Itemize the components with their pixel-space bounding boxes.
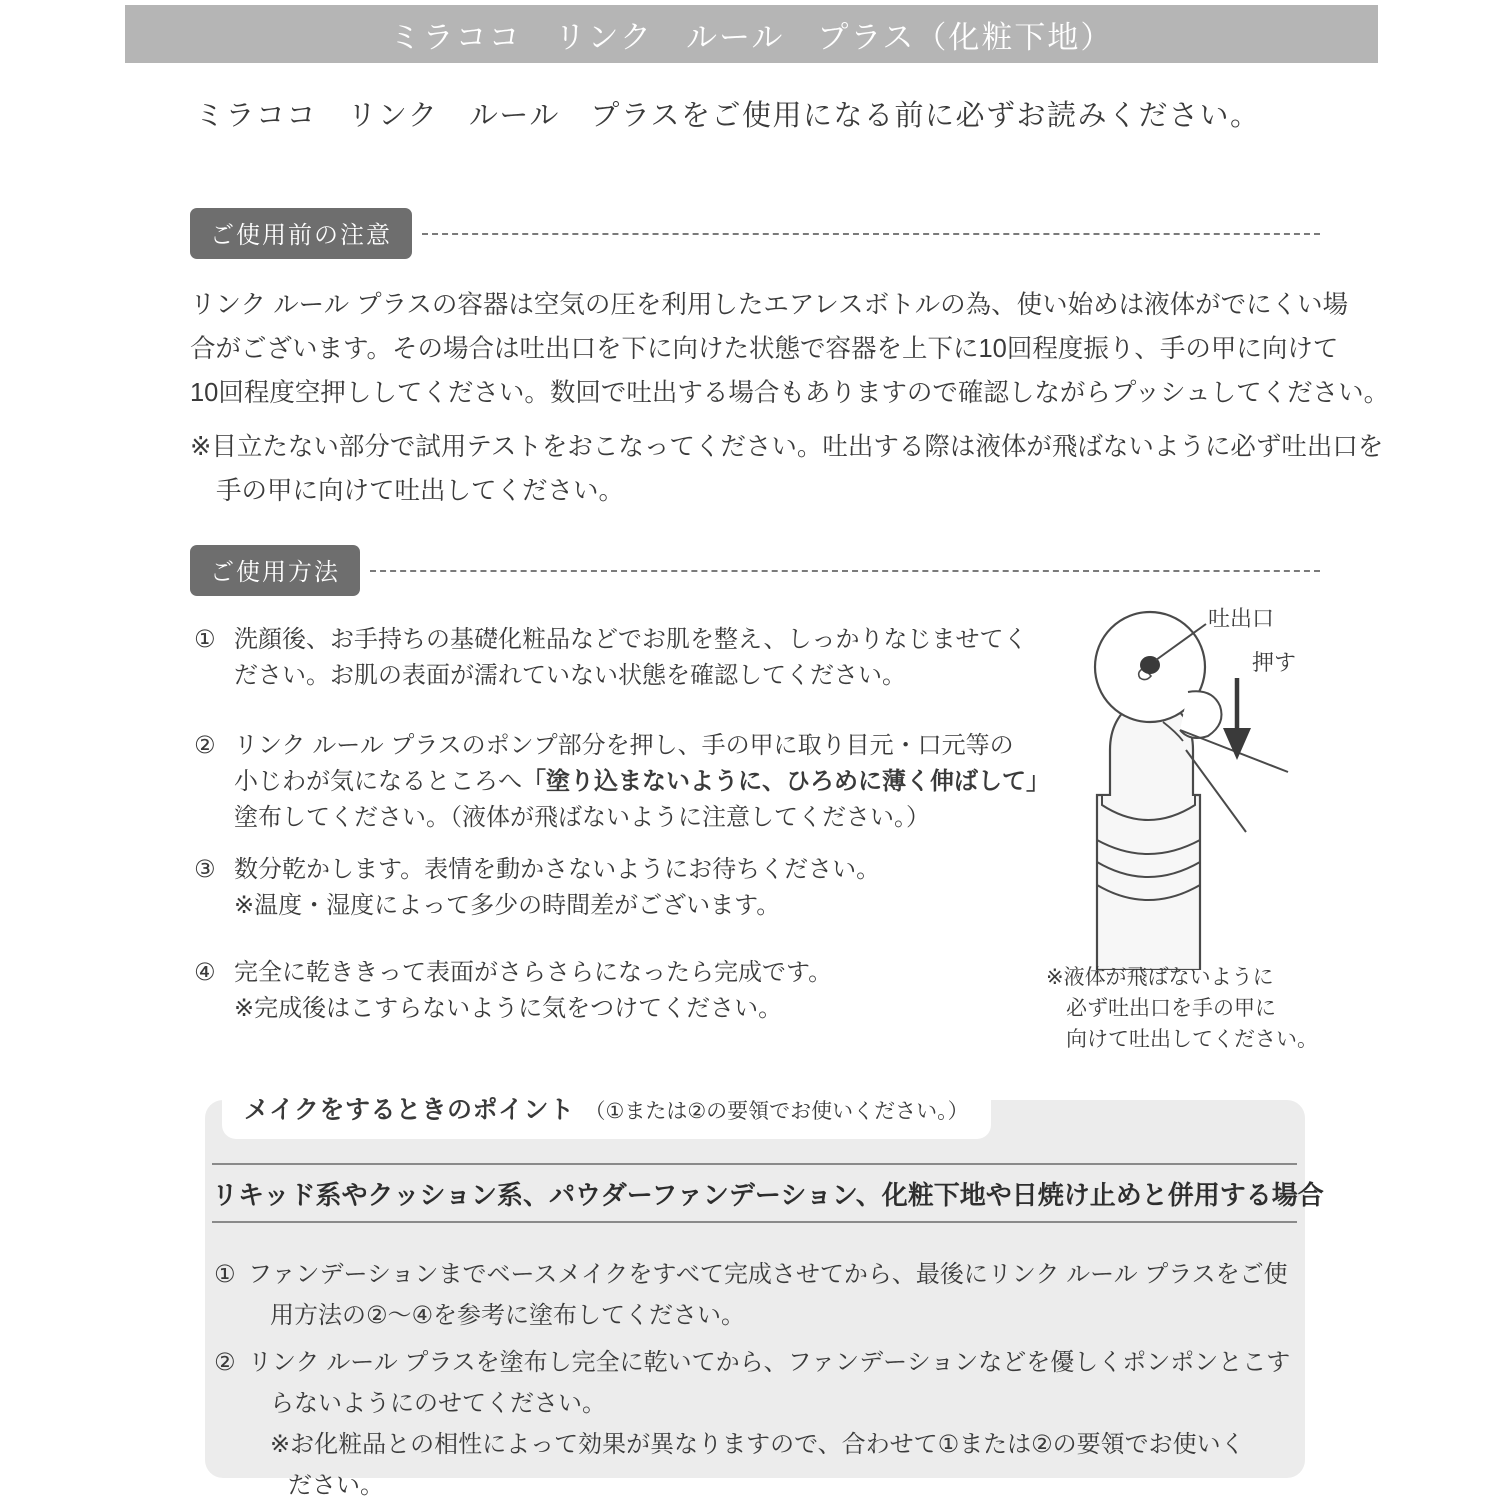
section-divider-dashed <box>422 233 1320 235</box>
section-chip-how-to-use: ご使用方法 <box>190 545 360 596</box>
paragraph-line: 合がございます。その場合は吐出口を下に向けた状態で容器を上下に10回程度振り、手の甲に向けて <box>190 335 1339 363</box>
paragraph-line: ※目立たない部分で試用テストをおこなってください。吐出する際は液体が飛ばないように必ず吐出口を <box>190 433 1384 461</box>
lead-text: ミラココ リンク ルール プラスをご使用になる前に必ずお読みください。 <box>195 100 1261 132</box>
step-number: ① <box>194 626 216 653</box>
step-line: ※温度・湿度によって多少の時間差がございます。 <box>234 892 781 919</box>
usage-step-4 <box>194 955 1054 1027</box>
step-line-bold: 「塗り込まないように、ひろめに薄く伸ばして」 <box>522 768 1050 795</box>
step-text <box>234 955 1054 1027</box>
section-chip-precautions: ご使用前の注意 <box>190 208 412 259</box>
usage-step-2 <box>194 728 1074 836</box>
bottle-body-shape <box>1097 795 1200 970</box>
step-number: ② <box>194 732 216 759</box>
step-line: ださい。お肌の表面が濡れていない状態を確認してください。 <box>234 662 906 689</box>
step-line: ※お化粧品との相性によって効果が異なりますので、合わせて①または②の要領でお使いく <box>270 1431 1245 1458</box>
precaution-paragraph-1 <box>190 283 1389 415</box>
panel-step-1 <box>214 1254 1299 1336</box>
usage-step-3 <box>194 852 1054 924</box>
paragraph-line: リンク ルール プラスの容器は空気の圧を利用したエアレスボトルの為、使い始めは液体がでにくい場 <box>190 291 1349 319</box>
step-text <box>248 1342 1299 1506</box>
section-header-how-to-use <box>190 545 1320 596</box>
step-number: ④ <box>194 959 216 986</box>
step-line: 完全に乾ききって表面がさらさらになったら完成です。 <box>234 959 833 986</box>
step-line: 塗布してください。（液体が飛ばないように注意してください。） <box>234 804 930 831</box>
page-title: ミラココ リンク ルール プラス（化粧下地） <box>389 19 1114 55</box>
bottle-illustration <box>1040 600 1370 970</box>
caption-line: ※液体が飛ばないように <box>1046 966 1274 989</box>
caption-line: 向けて吐出してください。 <box>1066 1028 1318 1051</box>
makeup-points-tab <box>222 1078 991 1139</box>
bottle-diagram-svg <box>1040 600 1370 970</box>
illustration-caption <box>1046 962 1318 1055</box>
step-line: 数分乾かします。表情を動かさないようにお待ちください。 <box>234 856 881 883</box>
panel-heading: リキッド系やクッション系、パウダーファンデーション、化粧下地や日焼け止めと併用する場合 <box>212 1180 1324 1210</box>
step-line: リンク ルール プラスのポンプ部分を押し、手の甲に取り目元・口元等の <box>234 732 1014 759</box>
step-line-with-emphasis <box>234 764 1074 800</box>
panel-heading-block <box>212 1163 1324 1223</box>
step-line: らないようにのせてください。 <box>270 1390 606 1417</box>
step-number: ② <box>214 1349 236 1376</box>
step-line: リンク ルール プラスを塗布し完全に乾いてから、ファンデーションなどを優しくポンポンとこす <box>248 1349 1291 1376</box>
caption-line: 必ず吐出口を手の甲に <box>1066 997 1276 1020</box>
panel-tab-subtitle: （①または②の要領でお使いください。） <box>584 1100 969 1123</box>
paragraph-line: 手の甲に向けて吐出してください。 <box>216 477 625 505</box>
paragraph-line: 10回程度空押ししてください。数回で吐出する場合もありますので確認しながらプッシュしてください。 <box>190 379 1390 407</box>
step-text <box>248 1254 1299 1336</box>
step-line: ※完成後はこすらないように気をつけてください。 <box>234 995 783 1022</box>
panel-rule-bottom <box>212 1221 1297 1223</box>
section-divider-dashed <box>370 570 1320 572</box>
panel-step-2 <box>214 1342 1299 1506</box>
usage-step-1 <box>194 622 1054 694</box>
page-title-bar <box>125 5 1378 63</box>
panel-tab-title: メイクをするときのポイント <box>244 1096 575 1124</box>
step-number: ③ <box>194 856 216 883</box>
nozzle-label: 吐出口 <box>1208 606 1275 631</box>
step-line: 用方法の②〜④を参考に塗布してください。 <box>270 1302 746 1329</box>
step-line-plain: 小じわが気になるところへ <box>234 768 522 795</box>
step-text <box>234 622 1054 694</box>
press-label: 押す <box>1252 650 1297 675</box>
step-line: ださい。 <box>288 1472 384 1499</box>
step-line: ファンデーションまでベースメイクをすべて完成させてから、最後にリンク ルール プラスをご使 <box>248 1261 1288 1288</box>
step-text <box>234 852 1054 924</box>
step-line: 洗顔後、お手持ちの基礎化粧品などでお肌を整え、しっかりなじませてく <box>234 626 1028 653</box>
step-number: ① <box>214 1261 236 1288</box>
step-text <box>234 728 1074 836</box>
section-header-precautions <box>190 208 1320 259</box>
precaution-paragraph-2 <box>190 425 1383 513</box>
